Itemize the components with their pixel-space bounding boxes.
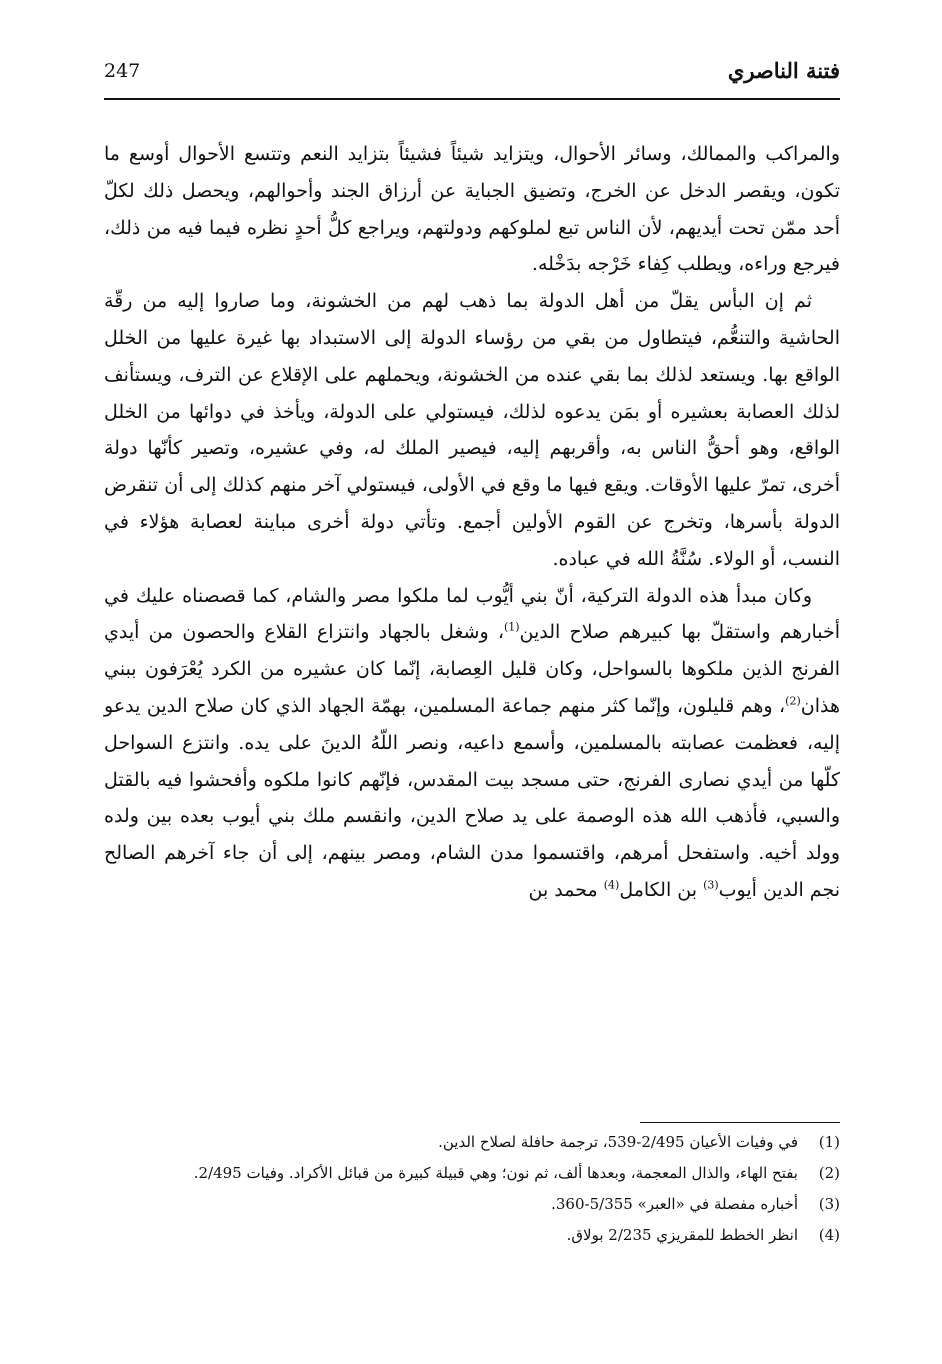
footnote-text: بفتح الهاء، والذال المعجمة، وبعدها ألف، ثم نون؛ وهي قبيلة كبيرة من قبائل الأكراد. وفيات 2/495. — [193, 1164, 798, 1182]
footnote-number: (2) — [818, 1164, 840, 1182]
footnote-text: في وفيات الأعيان 2/495-539، ترجمة حافلة لصلاح الدين. — [438, 1133, 798, 1151]
paragraph-3-part-e: محمد بن — [528, 878, 604, 901]
page-number: 247 — [104, 60, 141, 82]
header-rule — [104, 98, 840, 100]
footnote-3 — [104, 1192, 840, 1217]
footnote-2 — [104, 1161, 840, 1186]
footnote-ref-3: (3) — [703, 878, 719, 892]
footnote-text: أخباره مفصلة في «العبر» 5/355-360. — [551, 1195, 798, 1213]
paragraph-3 — [104, 578, 840, 909]
footnote-text: انظر الخطط للمقريزي 2/235 بولاق. — [566, 1226, 798, 1244]
footnotes — [104, 1130, 840, 1254]
footnote-1 — [104, 1130, 840, 1155]
running-title: فتنة الناصري — [727, 58, 840, 83]
footnote-number: (3) — [818, 1195, 840, 1213]
footnote-number: (4) — [818, 1226, 840, 1244]
main-text — [104, 136, 840, 909]
paragraph-2: ثم إن البأس يقلّ من أهل الدولة بما ذهب لهم من الخشونة، وما صاروا إليه من رقّة الحاشية والتنعُّم، فيتطاول من بقي من رؤساء الدولة إلى الاستبداد بها غيرة عليها من الخلل الواقع بها. ويستعد لذلك بما بقي عنده من الخشونة، ويحملهم على الإقلاع عن الترف، ويستأنف لذلك العصابة بعشيره أو بمَن يدعوه لذلك، فيستولي على الدولة، ويأخذ في دوائها من الخلل الواقع، وهو أحقُّ الناس به، وأقربهم إليه، فيصير الملك له، وفي عشيره، وتصير كأنّها دولة أخرى، تمرّ عليها الأوقات. ويقع فيها ما وقع في الأولى، فيستولي آخر منهم كذلك إلى أن تنقرض الدولة بأسرها، وتخرج عن القوم الأولين أجمع. وتأتي دولة أخرى مباينة لعصابة هؤلاء في النسب، أو الولاء. سُنَّةُ الله في عباده. — [104, 290, 840, 570]
paragraph-1: والمراكب والممالك، وسائر الأحوال، ويتزايد شيئاً فشيئاً بتزايد النعم وتتسع الأحوال أوسع ما تكون، ويقصر الدخل عن الخرج، وتضيق الجباية عن أرزاق الجند وأحوالهم، ويحصل ذلك لكلّ أحد ممّن تحت أيديهم، لأن الناس تبع لملوكهم ودولتهم، ويراجع كلُّ أحدٍ نظره فيما فيه من ذلك، فيرجع وراءه، ويطلب كِفاء خَرْجه بدَخْله. — [104, 143, 840, 276]
footnote-ref-1: (1) — [503, 621, 520, 635]
footnote-number: (1) — [818, 1133, 840, 1151]
footnote-ref-2: (2) — [785, 694, 801, 708]
paragraph-3-part-c: ، وهم قليلون، وإنّما كثر منهم جماعة المسلمين، بهمّة الجهاد الذي كان صلاح الدين يدعو إليه، فعظمت عصابته بالمسلمين، وأسمع داعيه، ونصر اللّهُ الدينَ على يده. وانتزع السواحل كلّها من أيدي نصارى الفرنج، حتى مسجد بيت المقدس، فإنّهم كانوا ملكوه وأفحشوا فيه بالقتل والسبي، فأذهب الله هذه الوصمة على يد صلاح الدين، وانقسم ملك بني أيوب بعده بين ولده وولد أخيه. واستفحل أمرهم، واقتسموا مدن الشام، ومصر بينهم، إلى أن جاء آخرهم الصالح نجم الدين أيوب — [104, 694, 840, 901]
paragraph-3-part-b: ، وشغل بالجهاد وانتزاع القلاع والحصون من أيدي الفرنج الذين ملكوها بالسواحل، وكان قليل العِصابة، إنّما كان عشيره من الكرد يُعْرَفون ببني هذان — [104, 621, 840, 717]
footnote-4 — [104, 1223, 840, 1248]
paragraph-3-part-a: وكان مبدأ هذه الدولة التركية، أنّ بني أيُّوب لما ملكوا مصر والشام، كما قصصناه عليك في أخبارهم واستقلّ بها كبيرهم صلاح الدين — [104, 584, 840, 644]
footnotes-rule — [640, 1122, 840, 1123]
paragraph-3-part-d: بن الكامل — [619, 878, 704, 901]
page-header — [104, 56, 840, 96]
footnote-ref-4: (4) — [603, 878, 620, 892]
